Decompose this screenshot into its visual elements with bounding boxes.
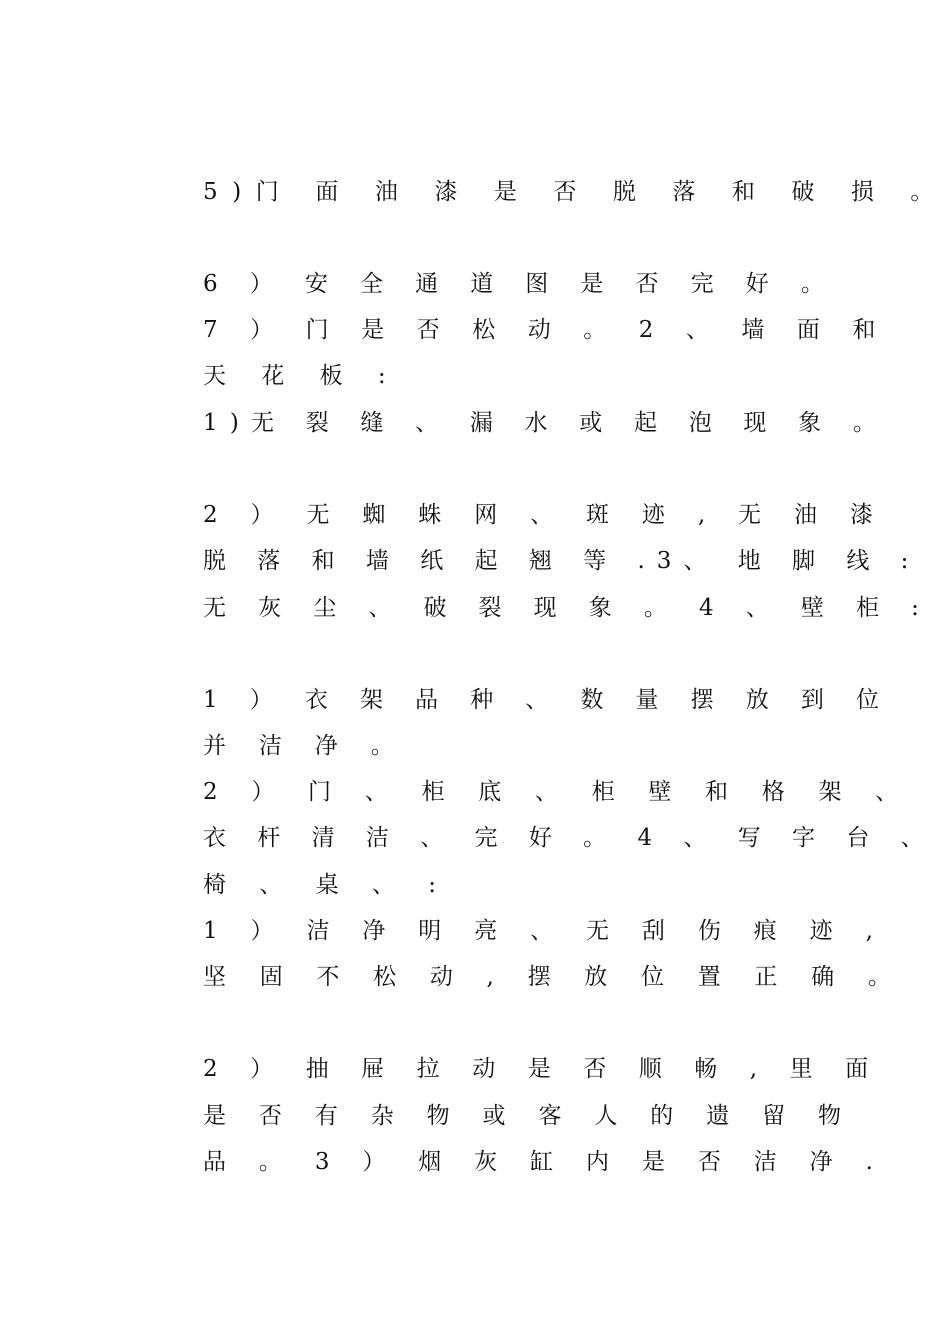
text-line-sturdy: 坚 固 不 松 动 , 摆 放 位 置 正 确 。 (203, 964, 905, 990)
text-line-door-loose: 7 ） 门 是 否 松 动 。 2 、 墙 面 和 (203, 317, 888, 343)
text-line-door-paint: 5)门 面 油 漆 是 否 脱 落 和 破 损 。 (203, 179, 949, 205)
text-line-closet-heading: 无 灰 尘 、 破 裂 现 象 。 4 、 壁 柜 : (203, 595, 932, 621)
text-line-ashtray: 品 。 3 ） 烟 灰 缸 内 是 否 洁 净 . (203, 1149, 886, 1175)
text-line-ceiling-heading: 天 花 板 : (203, 363, 400, 389)
text-line-hangers-clean: 并 洁 净 。 (203, 733, 407, 759)
text-line-chair-table: 椅 、 桌 、 : (203, 872, 449, 898)
text-line-closet-parts: 2 ） 门 、 柜 底 、 柜 壁 和 格 架 、 (203, 779, 912, 805)
text-line-hangers: 1 ） 衣 架 品 种 、 数 量 摆 放 到 位 (203, 687, 892, 713)
text-line-safety-exit-map: 6 ） 安 全 通 道 图 是 否 完 好 。 (203, 271, 837, 297)
text-line-no-cracks: 1)无 裂 缝 、 漏 水 或 起 泡 现 象 。 (203, 410, 889, 436)
text-line-baseboard-heading: 脱 落 和 墙 纸 起 翘 等 .3、 地 脚 线 : (203, 548, 921, 574)
text-line-left-items: 是 否 有 杂 物 或 客 人 的 遗 留 物 (203, 1103, 854, 1129)
text-line-clean-bright: 1 ） 洁 净 明 亮 、 无 刮 伤 痕 迹 , (203, 918, 886, 944)
text-line-desk-heading: 衣 杆 清 洁 、 完 好 。 4 、 写 字 台 、 (203, 825, 936, 851)
text-line-drawers: 2 ） 抽 屉 拉 动 是 否 顺 畅 , 里 面 (203, 1056, 881, 1082)
text-line-no-cobwebs: 2 ） 无 蜘 蛛 网 、 斑 迹 , 无 油 漆 (203, 502, 886, 528)
